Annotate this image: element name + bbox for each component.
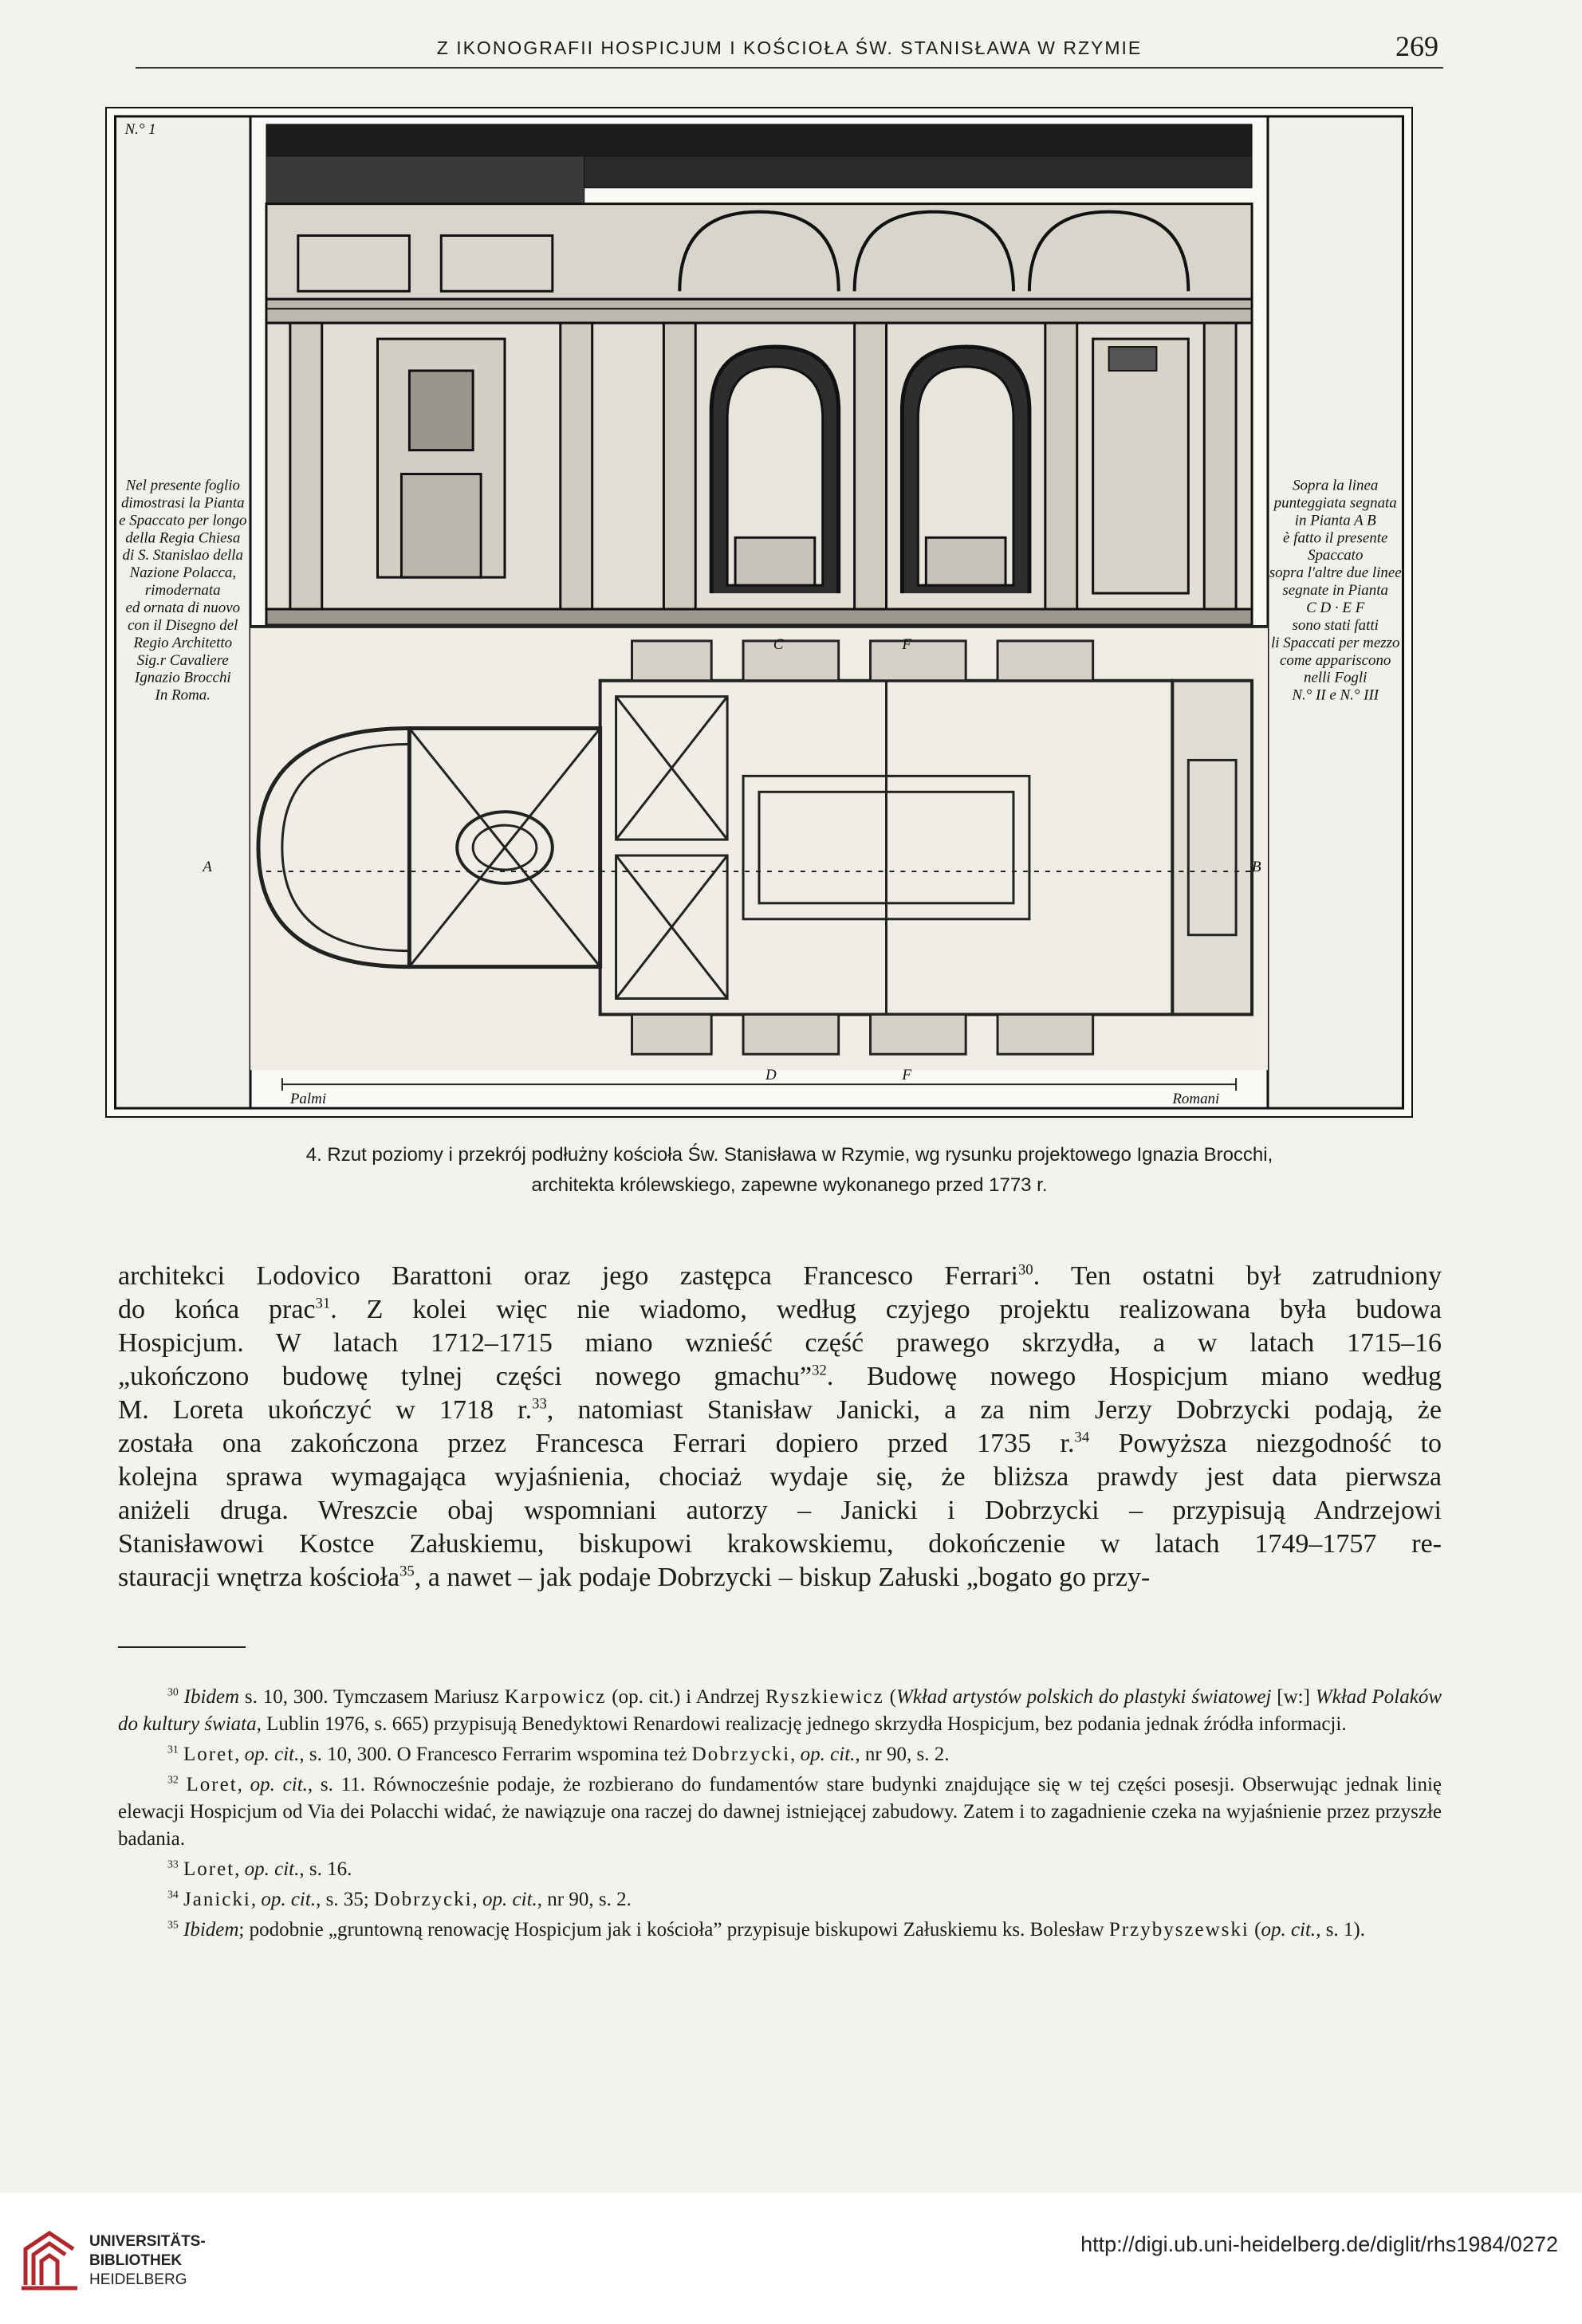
footnote-rule xyxy=(118,1646,246,1648)
text-line: architekci Lodovico Barattoni oraz jego zastępca Francesco Ferrari$^{30}$. Ten ostatni był zatrudniony xyxy=(118,1261,1442,1291)
scale-label-left: Palmi xyxy=(289,1091,327,1108)
legend-line: in Pianta A B xyxy=(1294,512,1376,529)
legend-line: rimodernata xyxy=(144,582,221,600)
scale-label-right: Romani xyxy=(1172,1091,1220,1108)
legend-line: nelli Fogli xyxy=(1304,669,1368,686)
plan-label-f-top: F xyxy=(902,635,912,653)
legend-line: è fatto il presente xyxy=(1283,529,1388,547)
university-library-logo-icon[interactable] xyxy=(18,2229,81,2293)
text-line: Hospicjum. W latach 1712–1715 miano wznieść część prawego skrzydła, a w latach 1715–16 xyxy=(118,1328,1442,1358)
library-name: UNIVERSITÄTS- BIBLIOTHEK HEIDELBERG xyxy=(89,2233,206,2288)
footer-bar xyxy=(0,2192,1582,2324)
text-line: kolejna sprawa wymagająca wyjaśnienia, chociaż wydaje się, że bliższa prawdy jest data pierwsza xyxy=(118,1462,1442,1492)
footnote-32: $^{32}$ Loret, op. cit., s. 11. Równocześnie podaje, że rozbierano do fundamentów stare budynki znajdujące się w tej części posesji. Obserwując jednak linię elewacji Hospicjum od Via dei Polacchi widać, że nawiązuje ona raczej do dawnej istniejącej zabudowy. Zatem i to zagadnienie czeka na wyjaśnienie przez przyszłe badania. xyxy=(118,1773,1442,1850)
legend-line: segnate in Pianta xyxy=(1282,582,1388,600)
footnote-ref[interactable]: 31 xyxy=(315,1295,331,1312)
legend-line: di S. Stanislao della xyxy=(122,547,244,564)
legend-line: con il Disegno del xyxy=(128,616,238,634)
legend-line: Ignazio Brocchi xyxy=(134,669,231,686)
longitudinal-section xyxy=(266,124,1252,625)
footnote-ref[interactable]: 35 xyxy=(399,1563,415,1580)
plan-label-a: A xyxy=(203,858,212,875)
plan-label-d: D xyxy=(765,1067,777,1084)
legend-line: Nel presente foglio xyxy=(125,477,240,494)
plan-label-c: C xyxy=(773,635,784,653)
legend-line: della Regia Chiesa xyxy=(125,529,241,547)
footnote-ref[interactable]: 32 xyxy=(812,1362,827,1379)
legend-line: punteggiata segnata xyxy=(1273,494,1397,512)
church-drawing xyxy=(107,108,1411,1116)
caption-line: architekta królewskiego, zapewne wykonanego przed 1773 r. xyxy=(531,1174,1048,1196)
footnote-33: $^{33}$ Loret, op. cit., s. 16. xyxy=(167,1858,352,1880)
page-number: 269 xyxy=(1395,30,1438,62)
footnote-35: $^{35}$ Ibidem; podobnie „gruntowną renowację Hospicjum jak i kościoła” przypisuje biskupowi Załuskiemu ks. Bolesław Przybyszewski (op. cit., s. 1). xyxy=(167,1918,1365,1941)
caption-line: 4. Rzut poziomy i przekrój podłużny kościoła Św. Stanisława w Rzymie, wg rysunku projektowego Ignazia Brocchi, xyxy=(305,1144,1273,1166)
footnotes xyxy=(118,1684,1442,1947)
legend-line: e Spaccato per longo xyxy=(119,512,247,529)
text-line: do końca prac$^{31}$. Z kolei więc nie wiadomo, według czyjego projektu realizowana była budowa xyxy=(118,1295,1442,1324)
footnote-34: $^{34}$ Janicki, op. cit., s. 35; Dobrzycki, op. cit., nr 90, s. 2. xyxy=(167,1888,632,1910)
legend-line: Sopra la linea xyxy=(1293,477,1379,494)
footnote-ref[interactable]: 34 xyxy=(1074,1429,1090,1446)
text-line: stauracji wnętrza kościoła$^{35}$, a nawet – jak podaje Dobrzycki – biskup Załuski „bogato go przy- xyxy=(118,1563,1151,1592)
text-line: „ukończono budowę tylnej części nowego gmachu”$^{32}$. Budowę nowego Hospicjum miano według xyxy=(118,1362,1442,1391)
body-text xyxy=(118,1260,1442,1595)
text-line: Stanisławowi Kostce Załuskiemu, biskupowi krakowskiemu, dokończenie w latach 1749–1757 re- xyxy=(118,1529,1442,1559)
text-line: aniżeli druga. Wreszcie obaj wspomniani autorzy – Janicki i Dobrzycki – przypisują Andrzejowi xyxy=(118,1496,1442,1525)
legend-line: sopra l'altre due linee xyxy=(1269,564,1402,582)
figure-caption xyxy=(128,1140,1451,1201)
legend-line: In Roma. xyxy=(155,686,211,704)
running-head: Z IKONOGRAFII HOSPICJUM I KOŚCIOŁA ŚW. STANISŁAWA W RZYMIE xyxy=(436,37,1143,58)
legend-line: Regio Architetto xyxy=(133,634,233,651)
legend-line: sono stati fatti xyxy=(1292,616,1379,634)
legend-line: li Spaccati per mezzo xyxy=(1270,634,1400,651)
footnote-30: $^{30}$ Ibidem s. 10, 300. Tymczasem Mariusz Karpowicz (op. cit.) i Andrzej Ryszkiewicz (Wkład artystów polskich do plastyki światowej [w:] Wkład Polaków do kultury świata, Lublin 1976, s. 665) przypisują Benedyktowi Renardowi realizację jednego skrzydła Hospicjum, bez podania jednak źródła informacji. xyxy=(118,1685,1442,1735)
footnote-ref[interactable]: 30 xyxy=(1017,1261,1033,1279)
ground-plan xyxy=(250,625,1268,1091)
footnote-ref[interactable]: 33 xyxy=(532,1395,547,1413)
architectural-figure xyxy=(105,107,1413,1118)
legend-line: Sig.r Cavaliere xyxy=(136,651,229,669)
plan-label-f-bottom: F xyxy=(902,1067,912,1084)
legend-line: Spaccato xyxy=(1308,547,1364,564)
text-line: M. Loreta ukończyć w 1718 r.$^{33}$, natomiast Stanisław Janicki, a za nim Jerzy Dobrzycki podają, że xyxy=(118,1395,1442,1425)
legend-line: C D · E F xyxy=(1306,600,1365,616)
text-line: została ona zakończona przez Francesca Ferrari dopiero przed 1735 r.$^{34}$ Powyższa niezgodność to xyxy=(118,1429,1442,1458)
plan-label-b: B xyxy=(1252,858,1261,875)
legend-line: come appariscono xyxy=(1280,651,1391,669)
legend-line: dimostrasi la Pianta xyxy=(120,494,245,512)
legend-line: Nazione Polacca, xyxy=(129,564,237,582)
footnote-31: $^{31}$ Loret, op. cit., s. 10, 300. O Francesco Ferrarim wspomina też Dobrzycki, op. cit., nr 90, s. 2. xyxy=(167,1743,950,1765)
header-rule xyxy=(136,67,1443,69)
source-url-link[interactable]: http://digi.ub.uni-heidelberg.de/diglit/rhs1984/0272 xyxy=(1080,2232,1558,2256)
legend-line: N.° II e N.° III xyxy=(1292,686,1379,704)
legend-line: ed ornata di nuovo xyxy=(125,600,241,616)
sheet-number: N.° 1 xyxy=(124,120,156,138)
